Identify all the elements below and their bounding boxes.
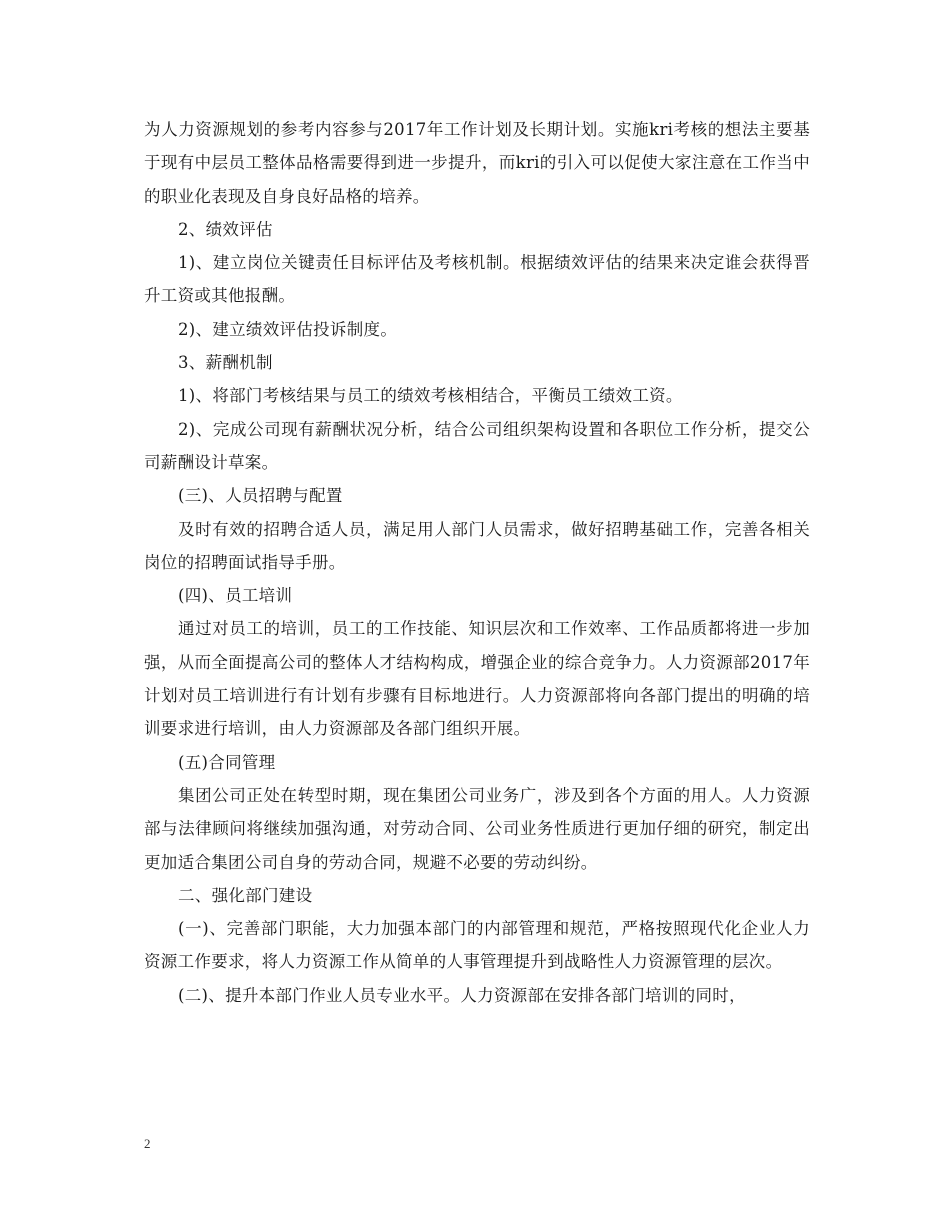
paragraph-evaluation-item-1: 1)、建立岗位关键责任目标评估及考核机制。根据绩效评估的结果来决定谁会获得晋升工资或其他报酬。 bbox=[144, 253, 810, 306]
heading-training: (四)、员工培训 bbox=[178, 586, 293, 606]
heading-department-building: 二、强化部门建设 bbox=[178, 885, 313, 905]
paragraph-training: 通过对员工的培训，员工的工作技能、知识层次和工作效率、工作品质都将进一步加强，从而全面提高公司的整体人才结构构成，增强企业的综合竞争力。人力资源部2017年计划对员工培训进行有计划有步骤有目标地进行。人力资源部将向各部门提出的明确的培训要求进行培训，由人力资源部及各部门组织开展。 bbox=[144, 619, 810, 739]
paragraph-continuation: 为人力资源规划的参考内容参与2017年工作计划及长期计划。实施kri考核的想法主要基于现有中层员工整体品格需要得到进一步提升，而kri的引入可以促使大家注意在工作当中的职业化表现及自身良好品格的培养。 bbox=[144, 120, 810, 206]
heading-performance-evaluation: 2、绩效评估 bbox=[178, 219, 273, 239]
paragraph-recruitment: 及时有效的招聘合适人员，满足用人部门人员需求，做好招聘基础工作，完善各相关岗位的招聘面试指导手册。 bbox=[144, 519, 810, 572]
paragraph-evaluation-item-2: 2)、建立绩效评估投诉制度。 bbox=[178, 319, 398, 339]
paragraph-staff-skills: (二)、提升本部门作业人员专业水平。人力资源部在安排各部门培训的同时， bbox=[178, 985, 746, 1005]
paragraph-compensation-item-2: 2)、完成公司现有薪酬状况分析，结合公司组织架构设置和各职位工作分析，提交公司薪酬设计草案。 bbox=[144, 419, 810, 472]
heading-compensation: 3、薪酬机制 bbox=[178, 353, 273, 373]
paragraph-contracts: 集团公司正处在转型时期，现在集团公司业务广，涉及到各个方面的用人。人力资源部与法律顾问将继续加强沟通，对劳动合同、公司业务性质进行更加仔细的研究，制定出更加适合集团公司自身的劳动合同，规避不必要的劳动纠纷。 bbox=[144, 785, 810, 872]
paragraph-department-functions: (一)、完善部门职能，大力加强本部门的内部管理和规范，严格按照现代化企业人力资源工作要求，将人力资源工作从简单的人事管理提升到战略性人力资源管理的层次。 bbox=[144, 919, 810, 972]
page-number: 2 bbox=[144, 1136, 151, 1151]
heading-contracts: (五)合同管理 bbox=[178, 752, 276, 772]
paragraph-compensation-item-1: 1)、将部门考核结果与员工的绩效考核相结合，平衡员工绩效工资。 bbox=[178, 386, 683, 406]
heading-recruitment: (三)、人员招聘与配置 bbox=[178, 486, 343, 506]
document-body bbox=[144, 113, 810, 1012]
